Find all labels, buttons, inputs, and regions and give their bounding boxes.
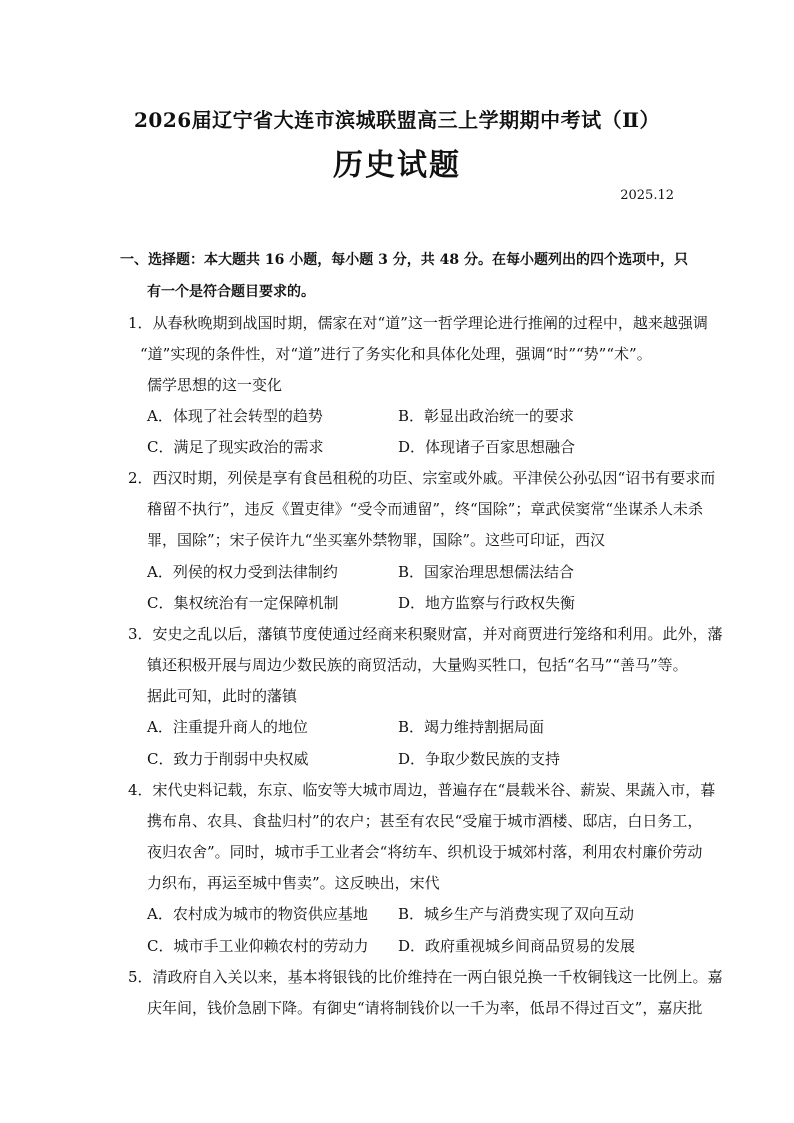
question-1-line-3: 儒学思想的这一变化 bbox=[147, 376, 283, 394]
question-1-line-2: “道”实现的条件性，对“道”进行了务实化和具体化处理，强调“时”“势”“术”。 bbox=[140, 345, 652, 363]
question-3-option-c[interactable]: C．致力于削弱中央权威 bbox=[147, 750, 309, 768]
question-2-option-b[interactable]: B．国家治理思想儒法结合 bbox=[398, 563, 575, 581]
question-3-option-b[interactable]: B．竭力维持割据局面 bbox=[398, 718, 545, 736]
question-4-line-3: 夜归农舍”。同时，城市手工业者会“将纺车、织机设于城郊村落，利用农村廉价劳动 bbox=[147, 843, 703, 861]
question-2-line-2: 稽留不执行”，违反《置吏律》“受令而逋留”，终“国除”；章武侯窦常“坐谋杀人未杀 bbox=[147, 500, 704, 518]
question-1-option-a[interactable]: A．体现了社会转型的趋势 bbox=[147, 407, 323, 425]
question-4-line-1: 4．宋代史料记载，东京、临安等大城市周边，普遍存在“晨载米谷、薪炭、果蔬入市，暮 bbox=[128, 781, 716, 799]
question-2-option-d[interactable]: D．地方监察与行政权失衡 bbox=[398, 594, 576, 612]
section-heading-line-2: 有一个是符合题目要求的。 bbox=[147, 284, 315, 300]
question-5-line-1: 5．清政府自入关以来，基本将银钱的比价维持在一两白银兑换一千枚铜钱这一比例上。嘉 bbox=[128, 968, 723, 986]
question-2-line-1: 2．西汉时期，列侯是享有食邑租税的功臣、宗室或外戚。平津侯公孙弘因“诏书有要求而 bbox=[128, 469, 716, 487]
question-3-line-1: 3．安史之乱以后，藩镇节度使通过经商来积聚财富，并对商贾进行笼络和利用。此外，藩 bbox=[128, 625, 723, 643]
question-4-option-a[interactable]: A．农村成为城市的物资供应基地 bbox=[147, 905, 368, 923]
question-4-option-d[interactable]: D．政府重视城乡间商品贸易的发展 bbox=[398, 937, 636, 955]
section-heading-line-1: 一、选择题：本大题共 16 小题，每小题 3 分，共 48 分。在每小题列出的四个选项中，只 bbox=[120, 252, 688, 268]
question-1-line-1: 1．从春秋晚期到战国时期，儒家在对“道”这一哲学理论进行推阐的过程中，越来越强调 bbox=[128, 314, 708, 332]
question-3-option-d[interactable]: D．争取少数民族的支持 bbox=[398, 750, 561, 768]
question-2-option-a[interactable]: A．列侯的权力受到法律制约 bbox=[147, 563, 338, 581]
question-4-option-b[interactable]: B．城乡生产与消费实现了双向互动 bbox=[398, 905, 635, 923]
question-1-option-c[interactable]: C．满足了现实政治的需求 bbox=[147, 438, 324, 456]
question-3-line-2: 镇还积极开展与周边少数民族的商贸活动，大量购买牲口，包括“名马”“善马”等。 bbox=[147, 656, 688, 674]
exam-date: 2025.12 bbox=[620, 188, 674, 203]
question-2-line-3: 罪，国除”；宋子侯许九“坐买塞外禁物罪，国除”。这些可印证，西汉 bbox=[147, 531, 606, 549]
question-3-option-a[interactable]: A．注重提升商人的地位 bbox=[147, 718, 308, 736]
exam-title: 2026届辽宁省大连市滨城联盟高三上学期期中考试（Ⅱ） bbox=[133, 108, 661, 132]
question-4-line-2: 携布帛、农具、食盐归村”的农户；甚至有农民“受雇于城市酒楼、邸店，白日务工， bbox=[147, 812, 703, 830]
question-4-line-4: 力织布，再运至城中售卖”。这反映出，宋代 bbox=[147, 874, 440, 892]
question-1-option-b[interactable]: B．彰显出政治统一的要求 bbox=[398, 407, 575, 425]
question-1-option-d[interactable]: D．体现诸子百家思想融合 bbox=[398, 438, 576, 456]
question-2-option-c[interactable]: C．集权统治有一定保障机制 bbox=[147, 594, 339, 612]
exam-subtitle: 历史试题 bbox=[333, 148, 461, 183]
question-5-line-2: 庆年间，钱价急剧下降。有御史“请将制钱价以一千为率，低昂不得过百文”，嘉庆批 bbox=[147, 999, 703, 1017]
question-4-option-c[interactable]: C．城市手工业仰赖农村的劳动力 bbox=[147, 937, 369, 955]
question-3-line-3: 据此可知，此时的藩镇 bbox=[147, 687, 298, 705]
